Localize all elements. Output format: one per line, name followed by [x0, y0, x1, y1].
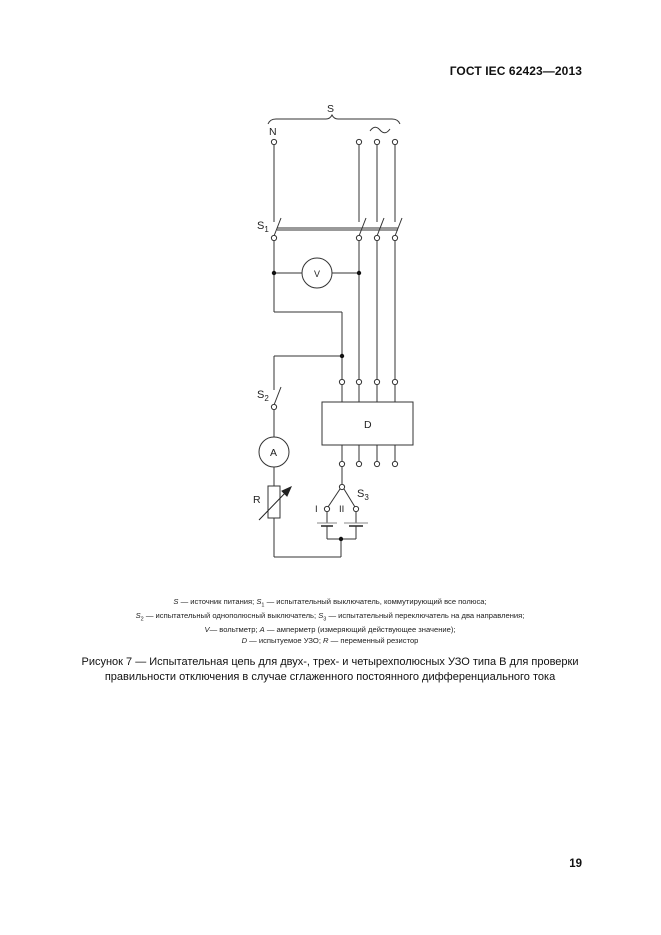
switch-s2-blade: [274, 387, 281, 405]
junction-dot: [339, 537, 343, 541]
switch-s1-blade: [274, 218, 281, 236]
figure-caption: [30, 655, 630, 684]
switch-s3-position-1: [324, 506, 329, 511]
source-brace: [268, 115, 400, 124]
page-number: 19: [569, 858, 582, 870]
terminal-n-top: [271, 139, 276, 144]
document-standard-header: ГОСТ IEC 62423—2013: [449, 64, 582, 78]
junction-dot: [357, 271, 361, 275]
source-label: S: [327, 103, 335, 115]
resistor-label: R: [253, 494, 261, 506]
legend-line-2: $S_2$ — испытательный однополюсный выключатель; $S_3$ — испытательный переключатель на два направления;: [135, 611, 525, 623]
switch-s3-common: [339, 484, 344, 489]
terminal-l2-top: [374, 139, 379, 144]
legend-line-1: S — источник питания; $S_1$ — испытательный выключатель, коммутирующий все полюса;: [173, 597, 487, 609]
legend-line-3: V— вольтметр; A — амперметр (измеряющий действующее значение);: [204, 625, 456, 635]
position-2-label: II: [339, 504, 345, 515]
switch-s1-label: $S_1$: [257, 220, 269, 234]
voltmeter-label: V: [314, 269, 321, 279]
variable-resistor: [268, 486, 280, 518]
terminal-l3-top: [392, 139, 397, 144]
terminal-l1-top: [356, 139, 361, 144]
device-label: D: [364, 419, 372, 431]
caption-line-1: Рисунок 7 — Испытательная цепь для двух-, трех- и четырехполюсных УЗО типа В для проверки: [81, 656, 579, 668]
caption-line-2: правильности отключения в случае сглаженного постоянного дифференциального тока: [104, 670, 556, 683]
neutral-label: N: [269, 126, 277, 138]
ac-tilde-icon: [370, 127, 390, 133]
figure-legend: [60, 597, 600, 646]
switch-s3-label: $S_3$: [357, 488, 369, 502]
switch-s3-position-2: [353, 506, 358, 511]
legend-line-4: D — испытуемое УЗО; R — переменный резистор: [241, 635, 419, 645]
junction-dot: [272, 271, 276, 275]
switch-s3-arm-2: [344, 489, 355, 507]
switch-s2-label: $S_2$: [257, 389, 269, 403]
junction-dot: [340, 354, 344, 358]
ammeter-label: A: [270, 447, 278, 459]
position-1-label: I: [315, 504, 318, 515]
